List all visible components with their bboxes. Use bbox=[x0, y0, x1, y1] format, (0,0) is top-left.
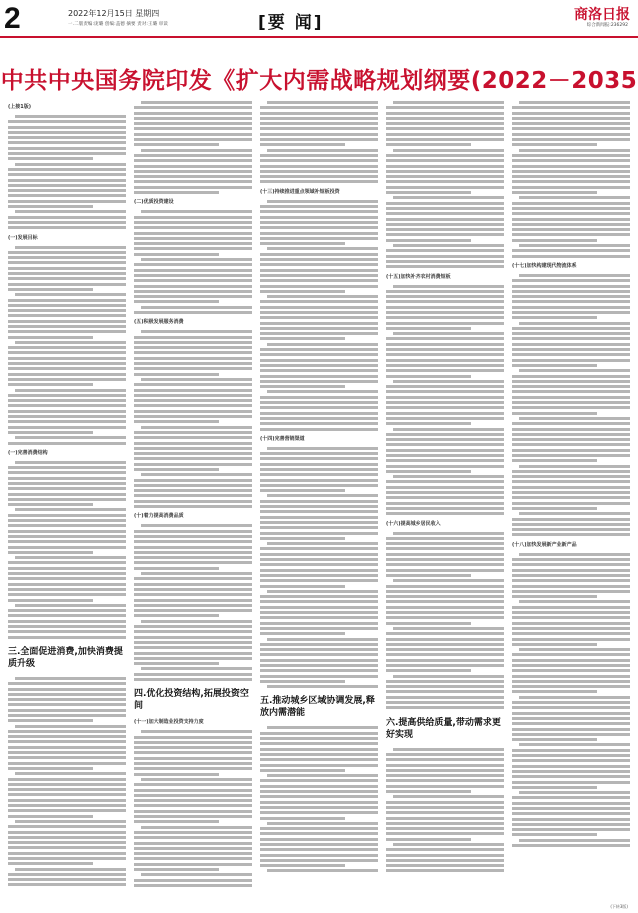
text-line bbox=[134, 190, 219, 195]
article-columns bbox=[8, 100, 632, 905]
text-block bbox=[8, 114, 126, 231]
text-line bbox=[512, 254, 630, 259]
text-block bbox=[8, 245, 126, 446]
text-line bbox=[8, 635, 126, 640]
text-line bbox=[512, 843, 630, 848]
text-block bbox=[512, 273, 630, 538]
text-block bbox=[260, 446, 378, 690]
page-headline: 中共中央国务院印发《扩大内需战略规划纲要(2022－2035 bbox=[0, 68, 638, 94]
text-block bbox=[134, 209, 252, 315]
text-block bbox=[8, 676, 126, 888]
text-block bbox=[386, 531, 504, 711]
editor-line: 一.二版责编:庞璐 创编:盖德 摘要 责对:王璐 审读 bbox=[68, 22, 168, 27]
text-block bbox=[134, 329, 252, 509]
column-subhead: (十三)持续推进重点领域补短板投资 bbox=[260, 188, 340, 195]
column-5 bbox=[512, 100, 630, 905]
masthead-rule bbox=[0, 36, 638, 38]
column-3 bbox=[260, 100, 378, 905]
column-subhead: (十七)加快构建现代物流体系 bbox=[512, 262, 577, 269]
text-line bbox=[386, 705, 504, 710]
brand-info: 综合新闻报:236292 bbox=[586, 23, 628, 28]
text-block bbox=[134, 729, 252, 888]
column-subhead: (上接1版) bbox=[8, 104, 32, 110]
issue-date: 2022年12月15日 星期四 bbox=[68, 9, 160, 18]
column-subhead: (十)着力提高消费品质 bbox=[134, 513, 184, 520]
section-title: [要 闻] bbox=[258, 13, 324, 33]
text-block bbox=[134, 100, 252, 195]
text-line bbox=[8, 882, 126, 887]
column-subhead: (二)优质投资建设 bbox=[134, 199, 174, 206]
text-block bbox=[386, 284, 504, 517]
newspaper-logo: 商洛日报 bbox=[574, 7, 630, 23]
section-heading: 五.推动城乡区域协调发展,释放内需潜能 bbox=[260, 696, 375, 719]
text-line bbox=[386, 868, 504, 873]
text-block bbox=[260, 100, 378, 185]
column-subhead: (一)发展目标 bbox=[8, 234, 38, 241]
continued-note: (下转3版) bbox=[610, 904, 628, 909]
section-heading: 三.全面促进消费,加快消费提质升级 bbox=[8, 646, 123, 669]
text-block bbox=[134, 523, 252, 682]
text-block bbox=[386, 100, 504, 270]
text-line bbox=[267, 868, 378, 873]
text-line bbox=[386, 264, 504, 269]
column-subhead: (十五)加快补齐农村消费短板 bbox=[386, 273, 451, 280]
masthead bbox=[0, 0, 638, 44]
text-line bbox=[8, 441, 126, 446]
text-block bbox=[512, 100, 630, 259]
column-subhead: (十八)加快发展新产业新产品 bbox=[512, 541, 577, 548]
column-subhead: (五)积极发展服务消费 bbox=[134, 319, 184, 326]
text-line bbox=[260, 179, 378, 184]
text-line bbox=[386, 511, 504, 516]
column-4 bbox=[386, 100, 504, 905]
page-number: 2 bbox=[4, 2, 21, 35]
column-1 bbox=[8, 100, 126, 905]
text-block bbox=[8, 460, 126, 640]
section-heading: 六.提高供给质量,带动需求更好实现 bbox=[386, 717, 501, 740]
text-line bbox=[260, 427, 378, 432]
column-subhead: (一)完善消费结构 bbox=[8, 449, 48, 456]
text-line bbox=[134, 883, 252, 888]
text-block bbox=[512, 552, 630, 849]
text-block bbox=[260, 725, 378, 873]
column-2 bbox=[134, 100, 252, 905]
text-block bbox=[386, 747, 504, 874]
text-line bbox=[8, 225, 126, 230]
text-line bbox=[267, 684, 378, 689]
section-heading: 四.优化投资结构,拓展投资空间 bbox=[134, 689, 249, 712]
column-subhead: (十四)完善营销渠道 bbox=[260, 435, 305, 442]
text-line bbox=[134, 504, 252, 509]
column-subhead: (十一)加大制造业投资支持力度 bbox=[134, 719, 204, 726]
text-line bbox=[512, 532, 630, 537]
text-line bbox=[134, 310, 252, 315]
column-subhead: (十六)提高城乡居民收入 bbox=[386, 520, 441, 527]
text-line bbox=[134, 677, 252, 682]
text-block bbox=[260, 199, 378, 432]
